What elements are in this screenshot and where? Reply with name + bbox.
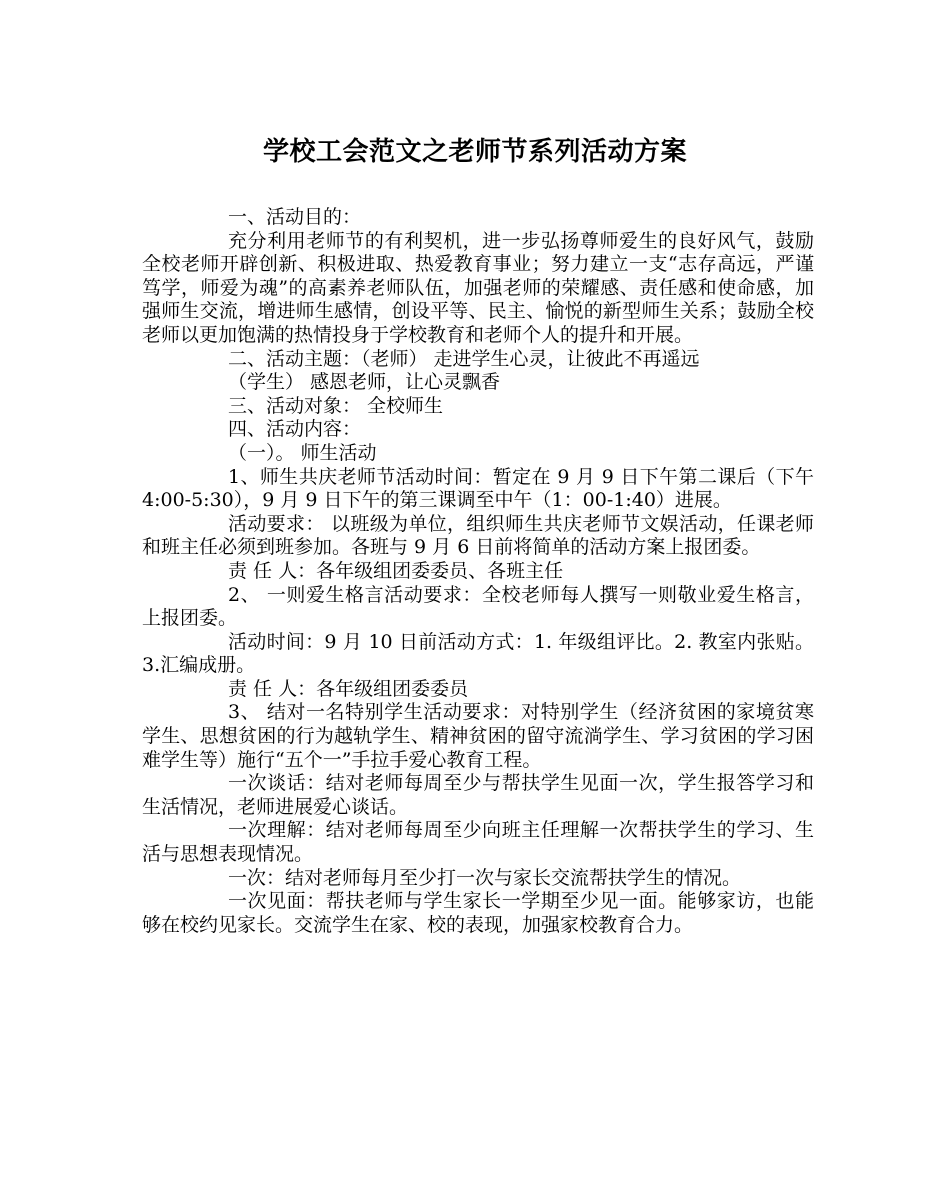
paragraph: 一次：结对老师每月至少打一次与家长交流帮扶学生的情况。 — [228, 866, 742, 889]
paragraph: 3、 结对一名特别学生活动要求：对特别学生（经济贫困的家境贫寒学生、思想贫困的行为越轨学生、精神贫困的留守流淌学生、学习贫困的学习困难学生等）施行“五个一”手拉手爱心教育工程。 — [142, 701, 814, 771]
document-title: 学校工会范文之老师节系列活动方案 — [262, 137, 687, 167]
paragraph: 二、活动主题：（老师） 走进学生心灵，让彼此不再遥远 — [228, 347, 700, 370]
paragraph: （一）。 师生活动 — [228, 441, 377, 464]
paragraph: 责 任 人：各年级组团委委员、各班主任 — [228, 559, 564, 582]
paragraph: 一、活动目的： — [228, 206, 362, 228]
paragraph: 一次见面：帮扶老师与学生家长一学期至少见一面。能够家访，也能够在校约见家长。交流学生在家、校的表现，加强家校教育合力。 — [142, 890, 814, 936]
paragraph: 1、师生共庆老师节活动时间：暂定在 9 月 9 日下午第二课后（下午 4:00-5:30），9 月 9 日下午的第三课调至中午（1：00-1:40）进展。 — [142, 465, 814, 512]
paragraph: 充分利用老师节的有利契机，进一步弘扬尊师爱生的良好风气，鼓励全校老师开辟创新、积极进取、热爱教育事业；努力建立一支“志存高远，严谨笃学，师爱为魂”的高素养老师队伍，加强老师的荣耀感、责任感和使命感，加强师生交流，增进师生感情，创设平等、民主、愉悦的新型师生关系；鼓励全校老师以更加饱满的热情投身于学校教育和老师个人的提升和开展。 — [142, 229, 814, 346]
paragraph: 责 任 人：各年级组团委委员 — [228, 677, 469, 700]
paragraph: 三、活动对象： 全校师生 — [228, 394, 444, 417]
paragraph: 2、 一则爱生格言活动要求：全校老师每人撰写一则敬业爱生格言，上报团委。 — [142, 583, 814, 630]
paragraph: 活动要求： 以班级为单位，组织师生共庆老师节文娱活动，任课老师和班主任必须到班参加。各班与 9 月 6 日前将简单的活动方案上报团委。 — [142, 512, 814, 559]
paragraph: 一次理解：结对老师每周至少向班主任理解一次帮扶学生的学习、生活与思想表现情况。 — [142, 819, 814, 866]
paragraph: （学生） 感恩老师，让心灵飘香 — [228, 371, 501, 394]
paragraph: 活动时间：9 月 10 日前活动方式：1. 年级组评比。2. 教室内张贴。3.汇编成册。 — [142, 630, 814, 677]
paragraph: 四、活动内容： — [228, 418, 362, 441]
document-body — [142, 206, 814, 937]
paragraph: 一次谈话：结对老师每周至少与帮扶学生见面一次，学生报答学习和生活情况，老师进展爱心谈话。 — [142, 772, 814, 818]
